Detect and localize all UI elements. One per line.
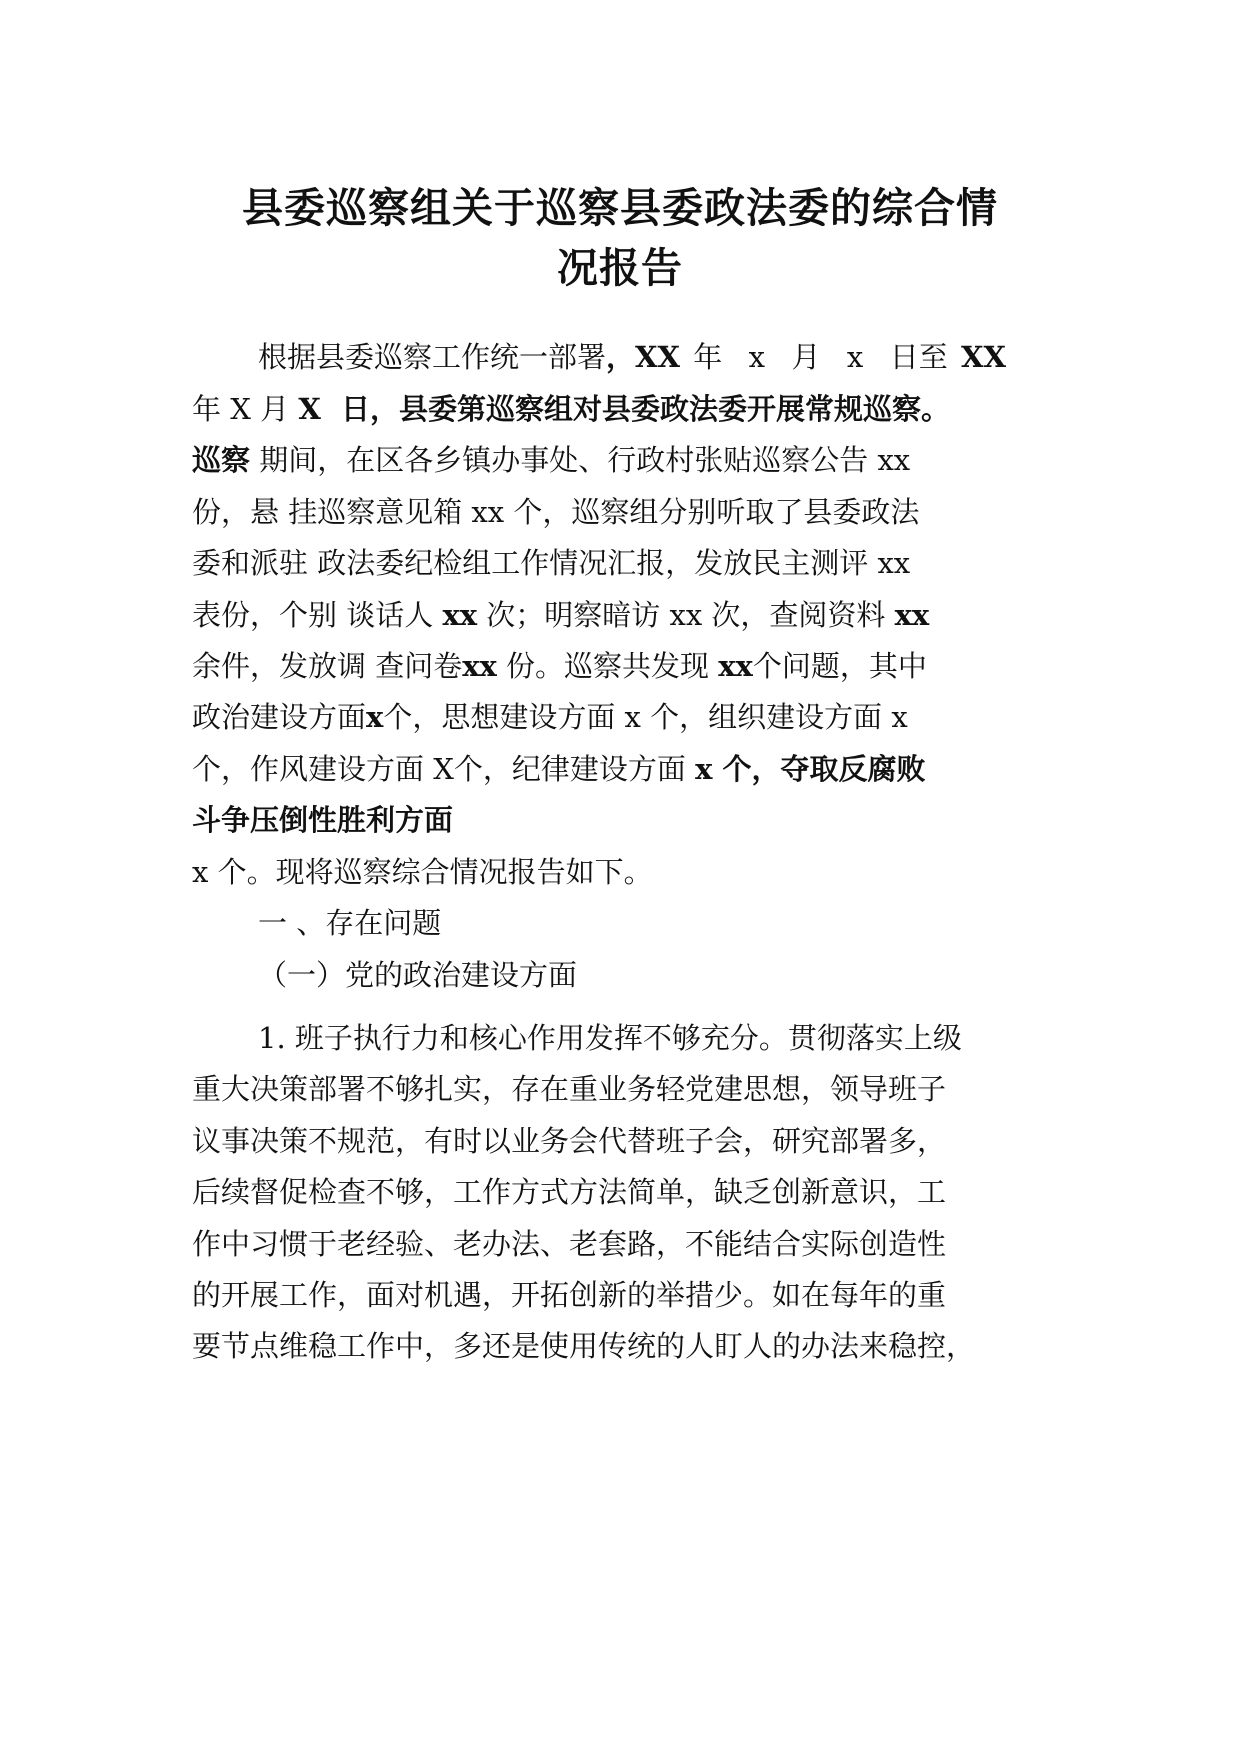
body-line-1: 1. 班子执行力和核心作用发挥不够充分。贯彻落实上级 bbox=[258, 1021, 962, 1055]
intro-text: 个问题，其中 bbox=[752, 649, 927, 683]
body-line-7: 要节点维稳工作中，多还是使用传统的人盯人的办法来稳控， bbox=[192, 1329, 976, 1363]
body-line-3: 议事决策不规范，有时以业务会代替班子会，研究部署多， bbox=[192, 1124, 947, 1158]
intro-line-4: 份，悬 挂巡察意见箱 xx 个，巡察组分别听取了县委政法 bbox=[192, 495, 920, 529]
intro-text: 表份，个别 谈话人 bbox=[192, 598, 443, 632]
document-title-line-1: 县委巡察组关于巡察县委政法委的综合情 bbox=[242, 184, 998, 232]
intro-text: 政治建设方面 bbox=[192, 700, 367, 734]
intro-line-9 bbox=[192, 749, 1050, 789]
intro-line-10: 斗争压倒性胜利方面 bbox=[192, 803, 454, 837]
intro-text: 个，作风建设方面 X个，纪律建设方面 bbox=[192, 752, 696, 786]
intro-line-11: x 个。现将巡察综合情况报告如下。 bbox=[192, 855, 653, 889]
intro-text: 年 x 月 x 日至 bbox=[680, 340, 961, 374]
intro-text-bold: 巡察 bbox=[192, 443, 251, 477]
section-heading: 一 、存在问题 bbox=[258, 906, 442, 940]
body-line-4: 后续督促检查不够，工作方式方法简单，缺乏创新意识，工 bbox=[192, 1175, 947, 1209]
intro-text: 期间，在区各乡镇办事处、行政村张贴巡察公告 xx bbox=[250, 443, 911, 477]
intro-line-6 bbox=[192, 595, 1050, 635]
intro-text-bold: x 个，夺取反腐败 bbox=[695, 752, 926, 786]
intro-text-bold: X 日，县委第巡察组对县委政法委开展常规巡察。 bbox=[298, 392, 951, 426]
intro-line-7 bbox=[192, 646, 1050, 686]
intro-text-bold: XX bbox=[960, 340, 1006, 374]
intro-text-bold: xx bbox=[462, 649, 497, 683]
intro-text: 份。巡察共发现 bbox=[496, 649, 719, 683]
body-line-6: 的开展工作，面对机遇，开拓创新的举措少。如在每年的重 bbox=[192, 1278, 947, 1312]
intro-line-5: 委和派驻 政法委纪检组工作情况汇报，发放民主测评 xx bbox=[192, 546, 911, 580]
body-line-5: 作中习惯于老经验、老办法、老套路，不能结合实际创造性 bbox=[192, 1227, 947, 1261]
intro-text-bold: xx bbox=[442, 598, 478, 632]
intro-text: 个，思想建设方面 x 个，组织建设方面 x bbox=[383, 700, 908, 734]
intro-line-3 bbox=[192, 440, 1050, 480]
intro-text-bold: xx bbox=[894, 598, 930, 632]
intro-text: 次；明察暗访 xx 次，查阅资料 bbox=[477, 598, 895, 632]
intro-text-bold: x bbox=[366, 700, 384, 734]
intro-text-bold: ，XX bbox=[606, 340, 681, 374]
intro-text-bold: xx bbox=[718, 649, 753, 683]
intro-text: 根据县委巡察工作统一部署 bbox=[258, 340, 607, 374]
body-line-2: 重大决策部署不够扎实，存在重业务轻党建思想，领导班子 bbox=[192, 1072, 947, 1106]
intro-text: 余件，发放调 查问卷 bbox=[192, 649, 463, 683]
document-title-line-2: 况报告 bbox=[557, 244, 683, 292]
intro-line-1 bbox=[258, 337, 1050, 377]
subsection-heading: （一）党的政治建设方面 bbox=[258, 958, 578, 992]
intro-text: 年 X 月 bbox=[192, 392, 299, 426]
intro-line-8 bbox=[192, 697, 1050, 737]
intro-line-2 bbox=[192, 389, 1050, 429]
